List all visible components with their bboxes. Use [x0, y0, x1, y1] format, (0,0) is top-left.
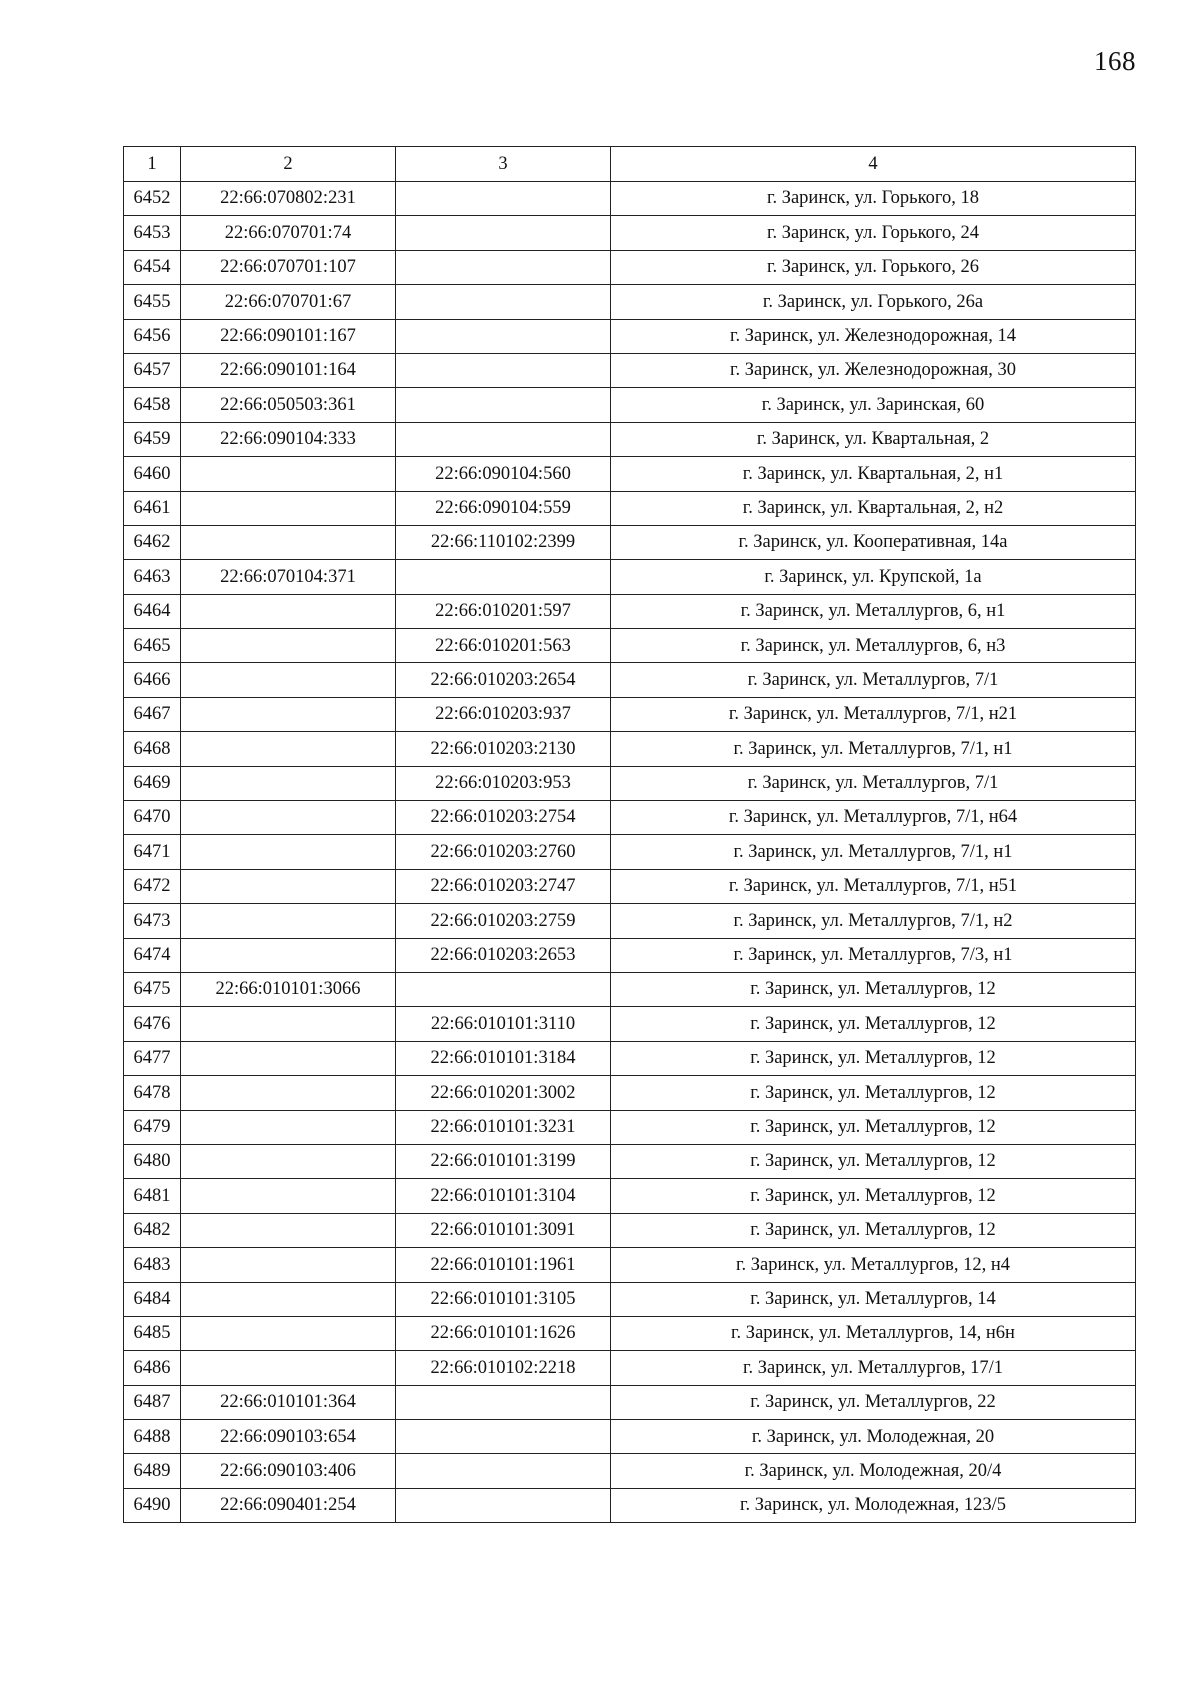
- cadastral-number-cell: [181, 938, 396, 972]
- address-cell: г. Заринск, ул. Металлургов, 12: [611, 1041, 1136, 1075]
- address-cell: г. Заринск, ул. Металлургов, 12: [611, 1007, 1136, 1041]
- row-number-cell: 6486: [124, 1351, 181, 1385]
- address-cell: г. Заринск, ул. Металлургов, 17/1: [611, 1351, 1136, 1385]
- row-number-cell: 6452: [124, 182, 181, 216]
- row-number-cell: 6459: [124, 422, 181, 456]
- row-number-cell: 6473: [124, 904, 181, 938]
- row-number-cell: 6469: [124, 766, 181, 800]
- address-cell: г. Заринск, ул. Заринская, 60: [611, 388, 1136, 422]
- address-cell: г. Заринск, ул. Металлургов, 12: [611, 1179, 1136, 1213]
- table-row: [124, 560, 1136, 594]
- premises-cadastral-number-cell: 22:66:010203:2654: [396, 663, 611, 697]
- cadastral-number-cell: 22:66:070104:371: [181, 560, 396, 594]
- row-number-cell: 6483: [124, 1248, 181, 1282]
- table-row: [124, 1385, 1136, 1419]
- cadastral-number-cell: 22:66:070701:74: [181, 216, 396, 250]
- cadastral-number-cell: [181, 629, 396, 663]
- row-number-cell: 6471: [124, 835, 181, 869]
- premises-cadastral-number-cell: [396, 422, 611, 456]
- cadastral-number-cell: 22:66:010101:3066: [181, 972, 396, 1006]
- address-cell: г. Заринск, ул. Металлургов, 7/1: [611, 663, 1136, 697]
- page-number: 168: [1094, 46, 1136, 76]
- premises-cadastral-number-cell: 22:66:010101:3110: [396, 1007, 611, 1041]
- premises-cadastral-number-cell: 22:66:010101:3105: [396, 1282, 611, 1316]
- cadastral-number-cell: 22:66:070802:231: [181, 182, 396, 216]
- row-number-cell: 6464: [124, 594, 181, 628]
- table-row: [124, 1179, 1136, 1213]
- row-number-cell: 6474: [124, 938, 181, 972]
- table-row: [124, 1316, 1136, 1350]
- table-body: [124, 182, 1136, 1523]
- table-row: [124, 422, 1136, 456]
- cadastral-number-cell: [181, 1248, 396, 1282]
- cadastral-number-cell: [181, 1144, 396, 1178]
- premises-cadastral-number-cell: 22:66:010203:2760: [396, 835, 611, 869]
- table-row: [124, 1007, 1136, 1041]
- premises-cadastral-number-cell: 22:66:010203:2754: [396, 801, 611, 835]
- cadastral-number-cell: 22:66:090104:333: [181, 422, 396, 456]
- row-number-cell: 6453: [124, 216, 181, 250]
- premises-cadastral-number-cell: 22:66:010203:937: [396, 697, 611, 731]
- cadastral-number-cell: [181, 1316, 396, 1350]
- address-cell: г. Заринск, ул. Металлургов, 14: [611, 1282, 1136, 1316]
- address-cell: г. Заринск, ул. Железнодорожная, 14: [611, 319, 1136, 353]
- row-number-cell: 6466: [124, 663, 181, 697]
- table-row: [124, 766, 1136, 800]
- row-number-cell: 6458: [124, 388, 181, 422]
- cadastral-number-cell: [181, 904, 396, 938]
- row-number-cell: 6480: [124, 1144, 181, 1178]
- row-number-cell: 6472: [124, 869, 181, 903]
- address-cell: г. Заринск, ул. Металлургов, 6, н3: [611, 629, 1136, 663]
- table-row: [124, 457, 1136, 491]
- address-cell: г. Заринск, ул. Горького, 24: [611, 216, 1136, 250]
- address-cell: г. Заринск, ул. Квартальная, 2, н1: [611, 457, 1136, 491]
- table-row: [124, 801, 1136, 835]
- cadastral-number-cell: 22:66:090101:164: [181, 353, 396, 387]
- row-number-cell: 6463: [124, 560, 181, 594]
- row-number-cell: 6482: [124, 1213, 181, 1247]
- premises-cadastral-number-cell: [396, 250, 611, 284]
- premises-cadastral-number-cell: 22:66:010101:1626: [396, 1316, 611, 1350]
- premises-cadastral-number-cell: [396, 319, 611, 353]
- table-row: [124, 216, 1136, 250]
- table-row: [124, 938, 1136, 972]
- premises-cadastral-number-cell: 22:66:010101:3199: [396, 1144, 611, 1178]
- address-cell: г. Заринск, ул. Металлургов, 12: [611, 1144, 1136, 1178]
- premises-cadastral-number-cell: 22:66:010101:3091: [396, 1213, 611, 1247]
- address-cell: г. Заринск, ул. Металлургов, 7/1, н2: [611, 904, 1136, 938]
- cadastral-number-cell: [181, 1007, 396, 1041]
- cadastral-number-cell: [181, 869, 396, 903]
- table-header: [124, 147, 1136, 182]
- table-row: [124, 525, 1136, 559]
- premises-cadastral-number-cell: 22:66:010203:2653: [396, 938, 611, 972]
- address-cell: г. Заринск, ул. Металлургов, 22: [611, 1385, 1136, 1419]
- cadastral-number-cell: [181, 732, 396, 766]
- row-number-cell: 6475: [124, 972, 181, 1006]
- address-cell: г. Заринск, ул. Железнодорожная, 30: [611, 353, 1136, 387]
- premises-cadastral-number-cell: 22:66:010203:2130: [396, 732, 611, 766]
- premises-cadastral-number-cell: 22:66:010101:3184: [396, 1041, 611, 1075]
- cadastral-number-cell: 22:66:070701:107: [181, 250, 396, 284]
- cadastral-number-cell: 22:66:070701:67: [181, 285, 396, 319]
- table-row: [124, 250, 1136, 284]
- column-header: 2: [181, 147, 396, 182]
- premises-cadastral-number-cell: [396, 388, 611, 422]
- address-cell: г. Заринск, ул. Горького, 26: [611, 250, 1136, 284]
- table-row: [124, 697, 1136, 731]
- table-row: [124, 1076, 1136, 1110]
- table-row: [124, 1144, 1136, 1178]
- row-number-cell: 6487: [124, 1385, 181, 1419]
- row-number-cell: 6470: [124, 801, 181, 835]
- address-cell: г. Заринск, ул. Молодежная, 20: [611, 1420, 1136, 1454]
- cadastral-number-cell: [181, 1213, 396, 1247]
- table-row: [124, 1041, 1136, 1075]
- address-cell: г. Заринск, ул. Металлургов, 7/1, н1: [611, 732, 1136, 766]
- premises-cadastral-number-cell: [396, 1420, 611, 1454]
- premises-cadastral-number-cell: [396, 560, 611, 594]
- address-cell: г. Заринск, ул. Металлургов, 14, н6н: [611, 1316, 1136, 1350]
- header-row: [124, 147, 1136, 182]
- cadastral-number-cell: [181, 457, 396, 491]
- table-row: [124, 1454, 1136, 1488]
- premises-cadastral-number-cell: 22:66:010201:597: [396, 594, 611, 628]
- column-header: 4: [611, 147, 1136, 182]
- cadastral-number-cell: 22:66:010101:364: [181, 1385, 396, 1419]
- table-row: [124, 353, 1136, 387]
- cadastral-number-cell: [181, 1179, 396, 1213]
- cadastral-number-cell: [181, 835, 396, 869]
- cadastral-number-cell: [181, 801, 396, 835]
- row-number-cell: 6476: [124, 1007, 181, 1041]
- table-row: [124, 1110, 1136, 1144]
- address-cell: г. Заринск, ул. Металлургов, 12: [611, 1076, 1136, 1110]
- row-number-cell: 6488: [124, 1420, 181, 1454]
- row-number-cell: 6462: [124, 525, 181, 559]
- cadastral-number-cell: [181, 594, 396, 628]
- premises-cadastral-number-cell: 22:66:010201:3002: [396, 1076, 611, 1110]
- cadastral-number-cell: [181, 663, 396, 697]
- row-number-cell: 6467: [124, 697, 181, 731]
- row-number-cell: 6479: [124, 1110, 181, 1144]
- premises-cadastral-number-cell: [396, 1488, 611, 1522]
- cadastral-number-cell: [181, 1076, 396, 1110]
- row-number-cell: 6457: [124, 353, 181, 387]
- premises-cadastral-number-cell: 22:66:010101:3104: [396, 1179, 611, 1213]
- table-row: [124, 869, 1136, 903]
- row-number-cell: 6489: [124, 1454, 181, 1488]
- cadastral-number-cell: [181, 1282, 396, 1316]
- cadastral-number-cell: 22:66:050503:361: [181, 388, 396, 422]
- row-number-cell: 6454: [124, 250, 181, 284]
- row-number-cell: 6477: [124, 1041, 181, 1075]
- cadastral-number-cell: 22:66:090101:167: [181, 319, 396, 353]
- address-cell: г. Заринск, ул. Квартальная, 2, н2: [611, 491, 1136, 525]
- cadastral-number-cell: [181, 766, 396, 800]
- address-cell: г. Заринск, ул. Металлургов, 12: [611, 972, 1136, 1006]
- address-cell: г. Заринск, ул. Металлургов, 12: [611, 1110, 1136, 1144]
- table-row: [124, 491, 1136, 525]
- address-cell: г. Заринск, ул. Молодежная, 20/4: [611, 1454, 1136, 1488]
- address-cell: г. Заринск, ул. Металлургов, 7/1, н1: [611, 835, 1136, 869]
- premises-cadastral-number-cell: [396, 182, 611, 216]
- premises-cadastral-number-cell: 22:66:010203:953: [396, 766, 611, 800]
- table-row: [124, 1248, 1136, 1282]
- address-cell: г. Заринск, ул. Кооперативная, 14а: [611, 525, 1136, 559]
- row-number-cell: 6460: [124, 457, 181, 491]
- premises-cadastral-number-cell: [396, 353, 611, 387]
- premises-cadastral-number-cell: 22:66:010203:2759: [396, 904, 611, 938]
- address-cell: г. Заринск, ул. Металлургов, 7/1, н51: [611, 869, 1136, 903]
- premises-cadastral-number-cell: [396, 216, 611, 250]
- table-row: [124, 972, 1136, 1006]
- cadastral-number-cell: [181, 1351, 396, 1385]
- table-row: [124, 285, 1136, 319]
- address-cell: г. Заринск, ул. Металлургов, 6, н1: [611, 594, 1136, 628]
- premises-cadastral-number-cell: [396, 285, 611, 319]
- table-row: [124, 388, 1136, 422]
- row-number-cell: 6481: [124, 1179, 181, 1213]
- premises-cadastral-number-cell: 22:66:010101:3231: [396, 1110, 611, 1144]
- cadastral-number-cell: [181, 697, 396, 731]
- address-cell: г. Заринск, ул. Горького, 26а: [611, 285, 1136, 319]
- row-number-cell: 6465: [124, 629, 181, 663]
- address-cell: г. Заринск, ул. Металлургов, 7/1, н21: [611, 697, 1136, 731]
- premises-cadastral-number-cell: [396, 972, 611, 1006]
- premises-cadastral-number-cell: 22:66:110102:2399: [396, 525, 611, 559]
- table-row: [124, 1420, 1136, 1454]
- table-row: [124, 594, 1136, 628]
- address-cell: г. Заринск, ул. Молодежная, 123/5: [611, 1488, 1136, 1522]
- premises-cadastral-number-cell: 22:66:090104:559: [396, 491, 611, 525]
- cadastral-number-cell: [181, 1041, 396, 1075]
- cadastral-number-cell: 22:66:090103:654: [181, 1420, 396, 1454]
- table-row: [124, 629, 1136, 663]
- address-cell: г. Заринск, ул. Горького, 18: [611, 182, 1136, 216]
- row-number-cell: 6484: [124, 1282, 181, 1316]
- row-number-cell: 6478: [124, 1076, 181, 1110]
- table-row: [124, 1213, 1136, 1247]
- table-row: [124, 182, 1136, 216]
- cadastral-number-cell: [181, 491, 396, 525]
- table-row: [124, 904, 1136, 938]
- table-row: [124, 663, 1136, 697]
- row-number-cell: 6456: [124, 319, 181, 353]
- premises-cadastral-number-cell: 22:66:010102:2218: [396, 1351, 611, 1385]
- premises-cadastral-number-cell: [396, 1454, 611, 1488]
- row-number-cell: 6490: [124, 1488, 181, 1522]
- premises-cadastral-number-cell: 22:66:010203:2747: [396, 869, 611, 903]
- row-number-cell: 6455: [124, 285, 181, 319]
- premises-cadastral-number-cell: [396, 1385, 611, 1419]
- row-number-cell: 6485: [124, 1316, 181, 1350]
- table-row: [124, 732, 1136, 766]
- table-row: [124, 1488, 1136, 1522]
- premises-cadastral-number-cell: 22:66:090104:560: [396, 457, 611, 491]
- cadastral-number-cell: [181, 1110, 396, 1144]
- table-row: [124, 1282, 1136, 1316]
- premises-cadastral-number-cell: 22:66:010201:563: [396, 629, 611, 663]
- address-cell: г. Заринск, ул. Квартальная, 2: [611, 422, 1136, 456]
- row-number-cell: 6468: [124, 732, 181, 766]
- address-cell: г. Заринск, ул. Крупской, 1а: [611, 560, 1136, 594]
- premises-cadastral-number-cell: 22:66:010101:1961: [396, 1248, 611, 1282]
- address-cell: г. Заринск, ул. Металлургов, 12: [611, 1213, 1136, 1247]
- cadastral-number-cell: [181, 525, 396, 559]
- cadastral-number-cell: 22:66:090401:254: [181, 1488, 396, 1522]
- cadastral-number-cell: 22:66:090103:406: [181, 1454, 396, 1488]
- address-cell: г. Заринск, ул. Металлургов, 7/1, н64: [611, 801, 1136, 835]
- table-row: [124, 835, 1136, 869]
- address-cell: г. Заринск, ул. Металлургов, 7/1: [611, 766, 1136, 800]
- column-header: 1: [124, 147, 181, 182]
- registry-table: [123, 146, 1136, 1523]
- column-header: 3: [396, 147, 611, 182]
- row-number-cell: 6461: [124, 491, 181, 525]
- address-cell: г. Заринск, ул. Металлургов, 12, н4: [611, 1248, 1136, 1282]
- table-row: [124, 1351, 1136, 1385]
- address-cell: г. Заринск, ул. Металлургов, 7/3, н1: [611, 938, 1136, 972]
- table-row: [124, 319, 1136, 353]
